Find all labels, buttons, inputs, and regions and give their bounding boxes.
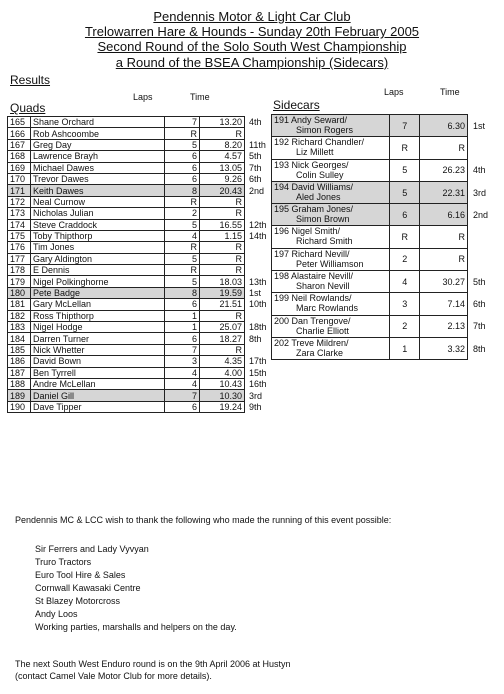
time-value: 18.27 <box>200 333 245 344</box>
rider-number: 189 <box>8 390 31 401</box>
quad-result-row <box>8 196 278 207</box>
time-value: 21.51 <box>200 299 245 310</box>
laps-value: 5 <box>165 219 200 230</box>
crew-names <box>272 293 390 315</box>
finishing-position: 2nd <box>249 185 265 196</box>
quads-heading: Quads <box>10 101 46 115</box>
finishing-position: 1st <box>249 288 262 299</box>
finishing-position: 14th <box>249 231 267 242</box>
laps-value: 4 <box>165 378 200 389</box>
laps-value: 3 <box>390 293 420 315</box>
laps-value: R <box>165 265 200 276</box>
quad-result-row <box>8 117 278 128</box>
time-value: 19.59 <box>200 287 245 298</box>
rider-number: 165 <box>8 117 31 128</box>
finishing-position: 4th <box>473 165 486 176</box>
rider-name: Nigel Hodge <box>31 322 165 333</box>
time-value: 13.20 <box>200 117 245 128</box>
passenger-name: Richard Smith <box>296 236 353 247</box>
laps-value: 5 <box>390 159 420 181</box>
quad-result-row <box>8 253 278 264</box>
driver-name: 200 Dan Trengove/ <box>274 315 351 326</box>
laps-value: 7 <box>165 390 200 401</box>
quad-result-row <box>8 139 278 150</box>
rider-name: Shane Orchard <box>31 117 165 128</box>
crew-names <box>272 315 390 337</box>
sidecar-result-row <box>272 226 504 248</box>
club-title: Pendennis Motor & Light Car Club <box>153 9 351 24</box>
sidecar-championship-title: a Round of the BSEA Championship (Sidecars) <box>115 55 389 70</box>
driver-name: 202 Treve Mildren/ <box>274 337 349 348</box>
time-value: R <box>200 253 245 264</box>
finishing-position: 11th <box>249 139 266 150</box>
sidecar-result-row <box>272 293 504 315</box>
time-value: 20.43 <box>200 185 245 196</box>
quads-results-table <box>7 116 278 413</box>
rider-number: 187 <box>8 367 31 378</box>
rider-name: Tim Jones <box>31 242 165 253</box>
crew-names <box>272 181 390 203</box>
laps-value: 2 <box>390 248 420 270</box>
laps-value: 6 <box>390 204 420 226</box>
quad-result-row <box>8 378 278 389</box>
rider-name: Neal Curnow <box>31 196 165 207</box>
quad-result-row <box>8 310 278 321</box>
quad-result-row <box>8 173 278 184</box>
quad-result-row <box>8 208 278 219</box>
time-value: R <box>200 265 245 276</box>
time-value: R <box>200 128 245 139</box>
finishing-position: 12th <box>249 219 267 230</box>
time-value: 2.13 <box>420 315 468 337</box>
time-value: R <box>200 344 245 355</box>
rider-name: Rob Ashcoombe <box>31 128 165 139</box>
rider-name: Gary McLellan <box>31 299 165 310</box>
time-value: 30.27 <box>420 271 468 293</box>
finishing-position: 9th <box>249 401 262 412</box>
rider-number: 170 <box>8 173 31 184</box>
laps-value: 8 <box>165 185 200 196</box>
time-value: 8.20 <box>200 139 245 150</box>
laps-value: 4 <box>165 367 200 378</box>
next-round-note: The next South West Enduro round is on the 9th April 2006 at Hustyn <box>15 659 291 669</box>
rider-number: 174 <box>8 219 31 230</box>
sidecar-result-row <box>272 271 504 293</box>
time-value: 26.23 <box>420 159 468 181</box>
rider-name: Toby Thipthorp <box>31 230 165 241</box>
sidecar-result-row <box>272 159 504 181</box>
finishing-position: 5th <box>249 151 262 162</box>
sidecar-result-row <box>272 115 504 137</box>
sidecar-result-row <box>272 181 504 203</box>
championship-title: Second Round of the Solo South West Championship <box>97 39 407 54</box>
rider-name: Trevor Dawes <box>31 173 165 184</box>
laps-value: 1 <box>165 322 200 333</box>
time-value: 22.31 <box>420 181 468 203</box>
finishing-position <box>468 137 504 159</box>
time-value: R <box>200 310 245 321</box>
rider-number: 180 <box>8 287 31 298</box>
rider-name: Daniel Gill <box>31 390 165 401</box>
time-value: 3.32 <box>420 337 468 359</box>
finishing-position: 6th <box>249 174 262 185</box>
rider-number: 183 <box>8 322 31 333</box>
quad-result-row <box>8 390 278 401</box>
quad-result-row <box>8 299 278 310</box>
laps-value: 2 <box>165 208 200 219</box>
rider-number: 179 <box>8 276 31 287</box>
rider-number: 184 <box>8 333 31 344</box>
results-heading: Results <box>10 73 51 87</box>
rider-number: 185 <box>8 344 31 355</box>
crew-names <box>272 271 390 293</box>
laps-value: 7 <box>165 344 200 355</box>
passenger-name: Charlie Elliott <box>296 325 350 336</box>
time-value: 10.43 <box>200 378 245 389</box>
time-value: 1.15 <box>200 230 245 241</box>
crew-names <box>272 159 390 181</box>
laps-value: 6 <box>165 151 200 162</box>
laps-value: R <box>165 242 200 253</box>
finishing-position: 7th <box>473 321 486 332</box>
event-title: Trelowarren Hare & Hounds - Sunday 20th February 2005 <box>84 24 420 39</box>
sponsor-item: Truro Tractors <box>35 557 92 567</box>
quad-result-row <box>8 265 278 276</box>
rider-number: 172 <box>8 196 31 207</box>
rider-number: 168 <box>8 151 31 162</box>
passenger-name: Simon Brown <box>296 214 350 225</box>
sidecar-result-row <box>272 315 504 337</box>
time-value: R <box>200 196 245 207</box>
laps-value: 5 <box>165 139 200 150</box>
sidecars-heading: Sidecars <box>273 98 320 112</box>
passenger-name: Sharon Nevill <box>296 281 350 292</box>
rider-number: 181 <box>8 299 31 310</box>
time-value: 7.14 <box>420 293 468 315</box>
crew-names <box>272 115 390 137</box>
rider-number: 169 <box>8 162 31 173</box>
time-value: 9.26 <box>200 173 245 184</box>
quad-result-row <box>8 344 278 355</box>
time-value: 10.30 <box>200 390 245 401</box>
time-value: 18.03 <box>200 276 245 287</box>
passenger-name: Simon Rogers <box>296 125 354 135</box>
laps-value: 6 <box>165 299 200 310</box>
quad-result-row <box>8 219 278 230</box>
sponsor-item: Cornwall Kawasaki Centre <box>35 583 141 593</box>
rider-name: Michael Dawes <box>31 162 165 173</box>
quad-result-row <box>8 333 278 344</box>
rider-number: 176 <box>8 242 31 253</box>
time-value: 13.05 <box>200 162 245 173</box>
crew-names <box>272 226 390 248</box>
laps-value: 4 <box>390 271 420 293</box>
finishing-position: 5th <box>473 276 486 287</box>
crew-names <box>272 204 390 226</box>
finishing-position: 2nd <box>473 209 489 220</box>
finishing-position: 13th <box>249 276 267 287</box>
driver-name: 191 Andy Seward/ <box>274 115 348 125</box>
finishing-position: 1st <box>473 120 486 131</box>
sponsor-item: Sir Ferrers and Lady Vyvyan <box>35 544 149 554</box>
laps-value: 1 <box>390 337 420 359</box>
rider-number: 186 <box>8 356 31 367</box>
time-value: 4.35 <box>200 356 245 367</box>
sponsor-item: Working parties, marshalls and helpers on the day. <box>35 622 237 632</box>
laps-value: 5 <box>390 181 420 203</box>
laps-value: 6 <box>165 333 200 344</box>
quad-result-row <box>8 151 278 162</box>
finishing-position: 15th <box>249 367 267 378</box>
quad-result-row <box>8 276 278 287</box>
quad-result-row <box>8 162 278 173</box>
quads-time-header: Time <box>190 92 210 102</box>
laps-value: 7 <box>165 117 200 128</box>
driver-name: 192 Richard Chandler/ <box>274 137 365 148</box>
sidecar-result-row <box>272 337 504 359</box>
laps-value: 3 <box>165 356 200 367</box>
quad-result-row <box>8 367 278 378</box>
rider-number: 182 <box>8 310 31 321</box>
rider-name: Ben Tyrrell <box>31 367 165 378</box>
finishing-position: 3rd <box>249 390 263 401</box>
laps-value: 6 <box>165 162 200 173</box>
passenger-name: Zara Clarke <box>296 347 344 358</box>
laps-value: 8 <box>165 287 200 298</box>
sponsor-item: Andy Loos <box>35 609 78 619</box>
contact-note: (contact Camel Vale Motor Club for more details). <box>15 671 212 681</box>
driver-name: 194 David Williams/ <box>274 181 354 192</box>
finishing-position <box>468 226 504 248</box>
laps-value: 2 <box>390 315 420 337</box>
time-value: 6.30 <box>420 115 468 137</box>
rider-name: Nicholas Julian <box>31 208 165 219</box>
driver-name: 195 Graham Jones/ <box>274 204 354 215</box>
rider-name: David Bown <box>31 356 165 367</box>
finishing-position: 4th <box>249 117 262 128</box>
finishing-position: 18th <box>249 322 267 333</box>
driver-name: 196 Nigel Smith/ <box>274 226 341 237</box>
time-value: R <box>420 226 468 248</box>
time-value: 19.24 <box>200 401 245 412</box>
sidecars-results-table <box>271 114 504 360</box>
rider-number: 188 <box>8 378 31 389</box>
quad-result-row <box>8 401 278 412</box>
sidecars-time-header: Time <box>440 87 460 97</box>
crew-names <box>272 137 390 159</box>
finishing-position: 8th <box>249 333 262 344</box>
passenger-name: Colin Sulley <box>296 169 344 180</box>
rider-name: Steve Craddock <box>31 219 165 230</box>
time-value: R <box>200 208 245 219</box>
passenger-name: Marc Rowlands <box>296 303 359 314</box>
sponsor-item: Euro Tool Hire & Sales <box>35 570 126 580</box>
time-value: 6.16 <box>420 204 468 226</box>
rider-name: Nick Whetter <box>31 344 165 355</box>
passenger-name: Liz Millett <box>296 147 334 158</box>
quad-result-row <box>8 322 278 333</box>
rider-number: 167 <box>8 139 31 150</box>
time-value: 4.57 <box>200 151 245 162</box>
passenger-name: Peter Williamson <box>296 258 364 269</box>
rider-number: 173 <box>8 208 31 219</box>
finishing-position: 8th <box>473 343 486 354</box>
rider-name: Nigel Polkinghorne <box>31 276 165 287</box>
finishing-position: 17th <box>249 356 267 367</box>
time-value: R <box>420 248 468 270</box>
driver-name: 193 Nick Georges/ <box>274 159 349 170</box>
quad-result-row <box>8 287 278 298</box>
rider-name: E Dennis <box>31 265 165 276</box>
rider-name: Ross Thipthorp <box>31 310 165 321</box>
sidecars-laps-header: Laps <box>384 87 404 97</box>
rider-number: 177 <box>8 253 31 264</box>
rider-number: 178 <box>8 265 31 276</box>
rider-number: 190 <box>8 401 31 412</box>
laps-value: R <box>165 196 200 207</box>
driver-name: 198 Alastaire Nevill/ <box>274 271 354 282</box>
time-value: 16.55 <box>200 219 245 230</box>
quad-result-row <box>8 128 278 139</box>
rider-name: Darren Turner <box>31 333 165 344</box>
laps-value: 5 <box>165 253 200 264</box>
time-value: R <box>200 242 245 253</box>
rider-name: Greg Day <box>31 139 165 150</box>
rider-name: Pete Badge <box>31 287 165 298</box>
sponsor-item: St Blazey Motorcross <box>35 596 121 606</box>
quad-result-row <box>8 230 278 241</box>
quad-result-row <box>8 356 278 367</box>
quads-laps-header: Laps <box>133 92 153 102</box>
finishing-position: 7th <box>249 162 262 173</box>
finishing-position: 3rd <box>473 187 487 198</box>
rider-number: 175 <box>8 230 31 241</box>
sidecar-result-row <box>272 137 504 159</box>
laps-value: 6 <box>165 401 200 412</box>
sidecar-result-row <box>272 204 504 226</box>
sponsor-list <box>35 543 237 634</box>
laps-value: R <box>165 128 200 139</box>
rider-name: Lawrence Brayh <box>31 151 165 162</box>
quad-result-row <box>8 185 278 196</box>
crew-names <box>272 248 390 270</box>
driver-name: 197 Richard Nevill/ <box>274 248 350 259</box>
laps-value: 5 <box>165 276 200 287</box>
laps-value: R <box>390 226 420 248</box>
rider-number: 166 <box>8 128 31 139</box>
finishing-position <box>468 248 504 270</box>
rider-name: Andre McLellan <box>31 378 165 389</box>
time-value: 4.00 <box>200 367 245 378</box>
passenger-name: Aled Jones <box>296 191 341 202</box>
laps-value: 1 <box>165 310 200 321</box>
time-value: 25.07 <box>200 322 245 333</box>
finishing-position: 16th <box>249 379 267 390</box>
rider-name: Gary Aldington <box>31 253 165 264</box>
quad-result-row <box>8 242 278 253</box>
laps-value: 4 <box>165 230 200 241</box>
finishing-position: 10th <box>249 299 267 310</box>
thanks-note: Pendennis MC & LCC wish to thank the following who made the running of this event possible: <box>15 515 392 525</box>
driver-name: 199 Neil Rowlands/ <box>274 293 352 304</box>
rider-name: Dave Tipper <box>31 401 165 412</box>
rider-number: 171 <box>8 185 31 196</box>
crew-names <box>272 337 390 359</box>
laps-value: 7 <box>390 115 420 137</box>
finishing-position: 6th <box>473 299 486 310</box>
laps-value: 6 <box>165 173 200 184</box>
laps-value: R <box>390 137 420 159</box>
sidecar-result-row <box>272 248 504 270</box>
rider-name: Keith Dawes <box>31 185 165 196</box>
time-value: R <box>420 137 468 159</box>
